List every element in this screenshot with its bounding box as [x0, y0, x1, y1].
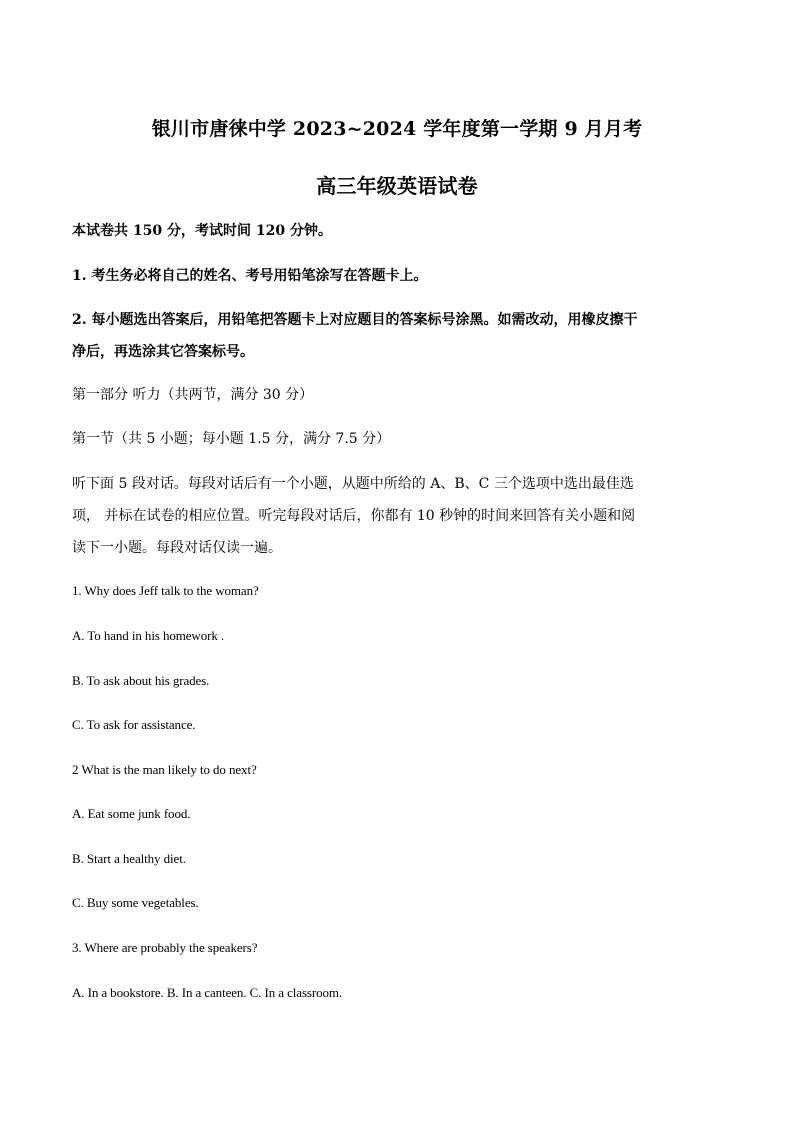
exam-info: 本试卷共 150 分，考试时间 120 分钟。 — [72, 223, 332, 239]
question-2: 2 What is the man likely to do next? — [72, 762, 257, 777]
part-title: 第一部分 听力（共两节，满分 30 分） — [72, 387, 314, 403]
directions — [72, 468, 724, 564]
instruction-1: 1. 考生务必将自己的姓名、考号用铅笔涂写在答题卡上。 — [72, 268, 428, 284]
page-title: 银川市唐徕中学 2023~2024 学年度第一学期 9 月月考 — [151, 118, 643, 140]
question-2-option-a: A. Eat some junk food. — [72, 806, 191, 821]
question-1-option-a: A. To hand in his homework . — [72, 628, 225, 643]
directions-line-3: 读下一小题。每段对话仅读一遍。 — [72, 540, 282, 556]
instruction-2 — [72, 304, 724, 368]
directions-line-2: 项， 并标在试卷的相应位置。听完每段对话后，你都有 10 秒钟的时间来回答有关小题和阅 — [72, 508, 636, 524]
question-1-option-b: B. To ask about his grades. — [72, 673, 210, 688]
instruction-2-line-2: 净后，再选涂其它答案标号。 — [72, 344, 254, 360]
question-3-options: A. In a bookstore. B. In a canteen. C. In a classroom. — [72, 985, 343, 1000]
directions-line-1: 听下面 5 段对话。每段对话后有一个小题，从题中所给的 A、B、C 三个选项中选出最佳选 — [72, 476, 634, 492]
page-subtitle: 高三年级英语试卷 — [316, 174, 478, 198]
question-1: 1. Why does Jeff talk to the woman? — [72, 583, 259, 598]
question-3: 3. Where are probably the speakers? — [72, 940, 258, 955]
question-2-option-c: C. Buy some vegetables. — [72, 895, 199, 910]
question-2-option-b: B. Start a healthy diet. — [72, 851, 186, 866]
instruction-2-line-1: 2. 每小题选出答案后，用铅笔把答题卡上对应题目的答案标号涂黑。如需改动，用橡皮擦干 — [72, 312, 638, 328]
subsection-title: 第一节（共 5 小题；每小题 1.5 分，满分 7.5 分） — [72, 431, 391, 447]
question-1-option-c: C. To ask for assistance. — [72, 717, 196, 732]
